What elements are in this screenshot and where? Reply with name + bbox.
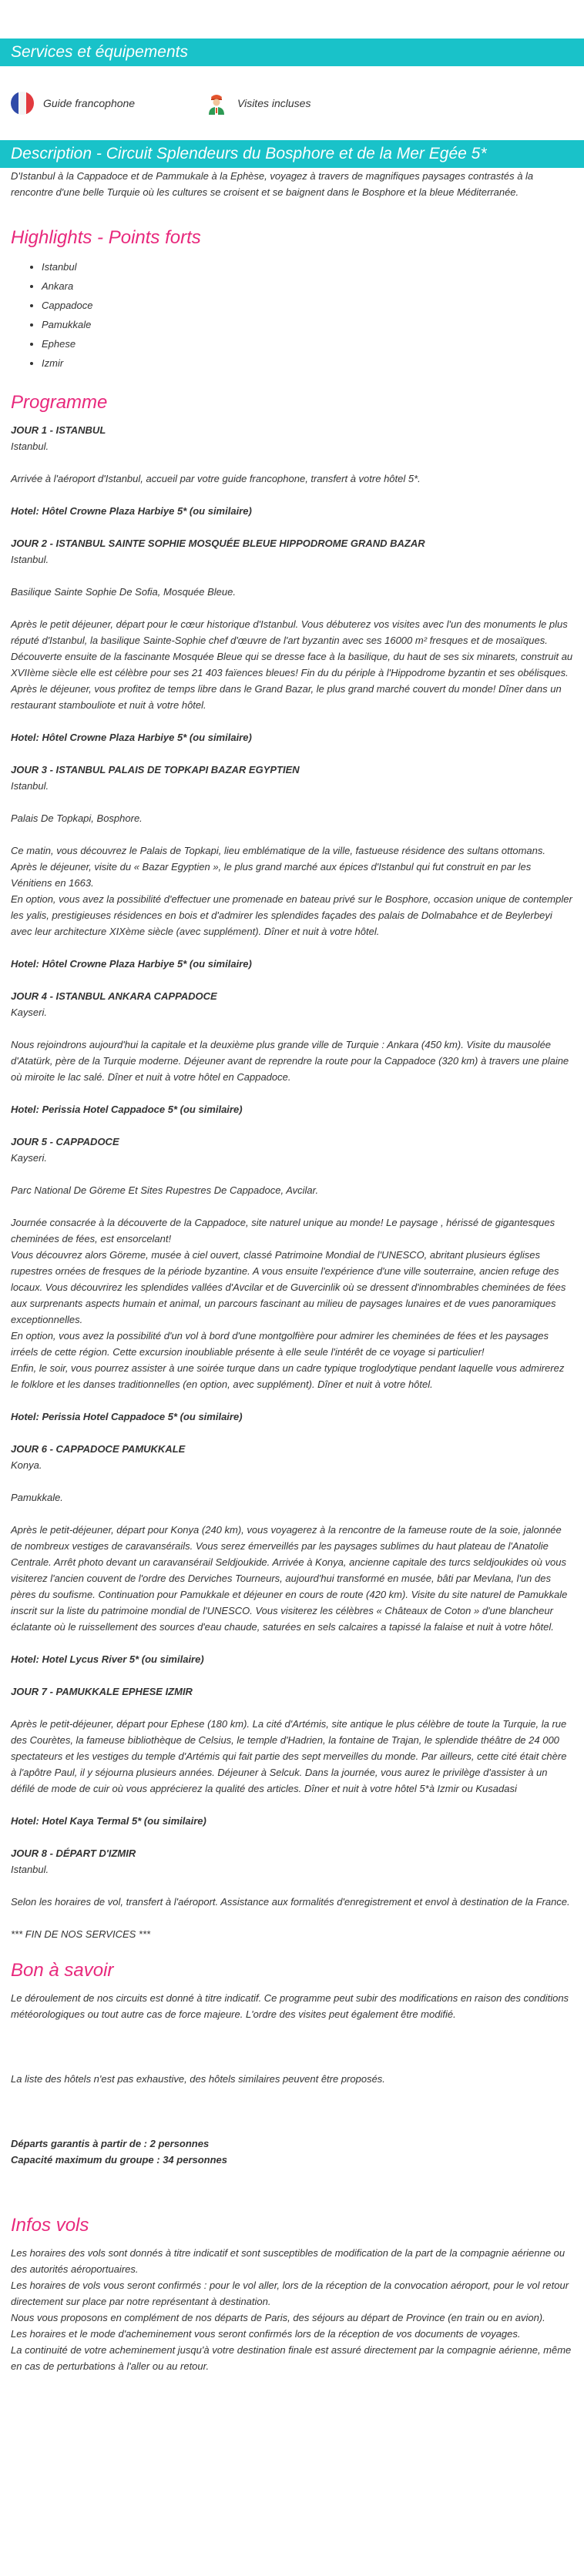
- description-banner: Description - Circuit Splendeurs du Bosphore et de la Mer Egée 5*: [0, 140, 584, 168]
- day-hotel: Hotel: Hotel Lycus River 5* (ou similaire): [11, 1653, 204, 1665]
- service-label: Visites incluses: [237, 96, 311, 109]
- bon-a-savoir-title: Bon à savoir: [11, 1960, 114, 1981]
- services-banner: Services et équipements: [0, 39, 584, 66]
- bon-a-savoir-hotels: La liste des hôtels n'est pas exhaustive, des hôtels similaires peuvent être proposés.: [11, 2073, 385, 2085]
- highlight-item: • Pamukkale: [42, 315, 573, 334]
- highlight-item: • Cappadoce: [42, 296, 573, 315]
- day-title: JOUR 1 - ISTANBUL: [11, 424, 106, 436]
- day-title: JOUR 5 - CAPPADOCE: [11, 1136, 119, 1147]
- day-hotel: Hotel: Hôtel Crowne Plaza Harbiye 5* (ou similaire): [11, 732, 252, 743]
- day-5: [11, 1134, 573, 1425]
- highlights-list: [11, 257, 573, 373]
- day-hotel: Hotel: Hôtel Crowne Plaza Harbiye 5* (ou similaire): [11, 958, 252, 970]
- day-1: [11, 422, 573, 519]
- day-2: [11, 535, 573, 745]
- highlight-item: • Izmir: [42, 353, 573, 373]
- day-place: Istanbul.: [11, 440, 49, 452]
- day-title: JOUR 3 - ISTANBUL PALAIS DE TOPKAPI BAZAR EGYPTIEN: [11, 764, 300, 775]
- bon-a-savoir-text: Le déroulement de nos circuits est donné à titre indicatif. Ce programme peut subir des modifications en raison des conditions météorologiques ou tout autre cas de force majeure. L'ordre des visites peut également être modifié.: [11, 1992, 569, 2020]
- day-hotel: Hotel: Perissia Hotel Cappadoce 5* (ou similaire): [11, 1411, 243, 1422]
- day-place: Kayseri.: [11, 1152, 47, 1164]
- infos-vols-line: Les horaires des vols sont donnés à titre indicatif et sont susceptibles de modification de la part de la compagnie aérienne ou des autorités aéroportuaires.: [11, 2247, 566, 2275]
- day-body: Ce matin, vous découvrez le Palais de Topkapi, lieu emblématique de la ville, fastueuse résidence des sultans ottomans. Après le déjeuner, visite du « Bazar Egyptien », le plus grand marché aux épices d'Istanbul qui fut construit en par les Vénitiens en 1663.: [11, 845, 545, 889]
- day-body: Journée consacrée à la découverte de la Cappadoce, site naturel unique au monde! Le paysage , hérissé de gigantesques cheminées de fées, est ensorcelant!: [11, 1217, 555, 1244]
- day-title: JOUR 2 - ISTANBUL SAINTE SOPHIE MOSQUÉE BLEUE HIPPODROME GRAND BAZAR: [11, 538, 425, 549]
- service-label: Guide francophone: [43, 96, 136, 109]
- day-body: Après le petit-déjeuner, départ pour Ephese (180 km). La cité d'Artémis, site antique le plus célèbre de toute la Turquie, la rue des Courètes, la fameuse bibliothèque de Celsius, le temple d'Hadrien, la fontaine de Trajan, le splendide théâtre de 24 000 spectateurs et les vestiges du temple d'Artémis qui fait partie des sept merveilles du monde. Par ailleurs, cette cité était chère à l'apôtre Paul, il y séjourna plusieurs années. Déjeuner à Selcuk. Dans la journée, vous aurez le privilège d'assister à un défilé de mode de cuir où vous apprécierez la qualité des articles. Dîner et nuit à votre hôtel 5*à Izmir ou Kusadasi: [11, 1718, 567, 1794]
- day-8: [11, 1845, 573, 1910]
- day-6: [11, 1441, 573, 1667]
- day-hotel: Hotel: Perissia Hotel Cappadoce 5* (ou similaire): [11, 1104, 243, 1115]
- main-content: [0, 168, 584, 2374]
- day-body: Après le petit-déjeuner, départ pour Konya (240 km), vous voyagerez à la rencontre de la fameuse route de la soie, jalonnée de nombreux vestiges de caravansérails. Vous serez émerveillés par les paysages sublimes du haut plateau de l'Anatolie Centrale. Arrêt photo devant un caravansérail Seldjoukide. Arrivée à Konya, ancienne capitale des turcs seldjoukides où vous visiterez l'ancien couvent de l'ordre des Derviches Tourneurs, aujourd'hui transformé en musée, bâti par Mevlana, l'un des pères du soufisme. Continuation pour Pamukkale et déjeuner en cours de route (420 km). Visite du site naturel de Pamukkale inscrit sur la liste du patrimoine mondial de l'UNESCO. Vous visiterez les célèbres « Châteaux de Coton » d'une blancheur éclatante où le ruissellement des sources d'eau chaude, saturées en sels calcaires a tapissé la falaise et nuit à votre hôtel.: [11, 1524, 568, 1633]
- day-title: JOUR 6 - CAPPADOCE PAMUKKALE: [11, 1443, 186, 1455]
- services-list: [0, 66, 584, 140]
- infos-vols-title: Infos vols: [11, 2215, 89, 2236]
- service-item-visites: [205, 92, 399, 115]
- day-body: Selon les horaires de vol, transfert à l'aéroport. Assistance aux formalités d'enregistrement et envol à destination de la France.: [11, 1896, 570, 1908]
- infos-vols-line: Les horaires et le mode d'acheminement vous seront confirmés lors de la réception de vos documents de voyages.: [11, 2328, 521, 2340]
- departs-garantis: Départs garantis à partir de : 2 personnes: [11, 2138, 210, 2149]
- day-title: JOUR 7 - PAMUKKALE EPHESE IZMIR: [11, 1686, 193, 1697]
- day-place: Istanbul.: [11, 1864, 49, 1875]
- day-body: Arrivée à l'aéroport d'Istanbul, accueil par votre guide francophone, transfert à votre hôtel 5*.: [11, 473, 421, 484]
- service-item-guide: [11, 92, 205, 115]
- guide-person-icon: [205, 92, 228, 115]
- day-3: [11, 762, 573, 972]
- highlights-title: Highlights - Points forts: [11, 227, 201, 248]
- day-place: Istanbul.: [11, 780, 49, 792]
- day-body: Après le petit déjeuner, départ pour le cœur historique d'Istanbul. Vous débuterez vos visites avec l'un des monuments le plus réputé d'Istanbul, la basilique Sainte-Sophie chef d'œuvre de l'art byzantin avec ses 16000 m² fresques et de mosaïques. Découverte ensuite de la fascinante Mosquée Bleue qui se dresse face à la basilique, du haut de ses six minarets, construit au XVIIème siècle elle est célèbre pour ses 21 403 faïences bleues! Fin du du périple à l'Hippodrome byzantin et ses obélisques. Après le déjeuner, vous profitez de temps libre dans le Grand Bazar, le plus grand marché couvert du monde! Dîner dans un restaurant stambouliote et nuit à votre hôtel.: [11, 618, 573, 711]
- capacite-maximum: Capacité maximum du groupe : 34 personnes: [11, 2154, 228, 2166]
- day-sites: Palais De Topkapi, Bosphore.: [11, 812, 143, 824]
- day-hotel: Hotel: Hotel Kaya Termal 5* (ou similaire): [11, 1815, 206, 1827]
- day-4: [11, 988, 573, 1117]
- day-place: Kayseri.: [11, 1007, 47, 1018]
- highlight-item: • Ankara: [42, 276, 573, 296]
- day-place: Istanbul.: [11, 554, 49, 565]
- day-title: JOUR 8 - DÉPART D'IZMIR: [11, 1847, 136, 1859]
- programme-title: Programme: [11, 392, 108, 413]
- day-body: En option, vous avez la possibilité d'un vol à bord d'une montgolfière pour admirer les cheminées de fées et les paysages irréels de cette région. Cette excursion inoubliable présente à elle seule l'intérêt de ce voyage si particulier!: [11, 1330, 549, 1358]
- end-note: *** FIN DE NOS SERVICES ***: [11, 1928, 151, 1940]
- day-body: En option, vous avez la possibilité d'effectuer une promenade en bateau privé sur le Bosphore, occasion unique de contempler les yalis, prestigieuses résidences en bois et d'admirer les splendides façades des palais de Dolmabahce et de Beylerbeyi avec leur architecture XIXème siècle (avec supplément). Dîner et nuit à votre hôtel.: [11, 893, 572, 937]
- day-body: Nous rejoindrons aujourd'hui la capitale et la deuxième plus grande ville de Turquie : Ankara (450 km). Visite du mausolée d'Atatürk, père de la Turquie moderne. Déjeuner avant de reprendre la route pour la Cappadoce (320 km) à travers une plaine où miroite le lac salé. Dîner et nuit à votre hôtel en Cappadoce.: [11, 1039, 569, 1083]
- highlight-item: • Istanbul: [42, 257, 573, 276]
- day-sites: Basilique Sainte Sophie De Sofia, Mosquée Bleue.: [11, 586, 236, 598]
- infos-vols-line: La continuité de votre acheminement jusqu'à votre destination finale est assuré directement par la compagnie aérienne, même en cas de perturbations à l'aller ou au retour.: [11, 2344, 572, 2372]
- day-body: Enfin, le soir, vous pourrez assister à une soirée turque dans un cadre typique troglodytique pendant laquelle vous admirerez le folklore et les danses traditionnelles (en option, avec supplément). Dîner et nuit à votre hôtel.: [11, 1362, 565, 1390]
- infos-vols-line: Nous vous proposons en complément de nos départs de Paris, des séjours au départ de Province (en train ou en avion).: [11, 2312, 545, 2323]
- day-sites: Pamukkale.: [11, 1492, 63, 1503]
- day-hotel: Hotel: Hôtel Crowne Plaza Harbiye 5* (ou similaire): [11, 505, 252, 517]
- day-sites: Parc National De Göreme Et Sites Rupestres De Cappadoce, Avcilar.: [11, 1184, 319, 1196]
- highlight-item: • Ephese: [42, 334, 573, 353]
- description-intro: D'Istanbul à la Cappadoce et de Pammukale à la Ephèse, voyagez à travers de magnifiques paysages contrastés à la rencontre d'une belle Turquie où les cultures se croisent et se baignent dans le Bosphore et la bleue Méditerranée.: [11, 170, 534, 198]
- day-place: Konya.: [11, 1459, 42, 1471]
- infos-vols-line: Les horaires de vols vous seront confirmés : pour le vol aller, lors de la réception de la convocation aéroport, pour le vol retour directement sur place par notre représentant à destination.: [11, 2280, 569, 2307]
- france-flag-icon: [11, 92, 34, 115]
- day-title: JOUR 4 - ISTANBUL ANKARA CAPPADOCE: [11, 990, 217, 1002]
- day-body: Vous découvrez alors Göreme, musée à ciel ouvert, classé Patrimoine Mondial de l'UNESCO, abritant plusieurs églises rupestres ornées de fresques de la période byzantine. A vous ensuite l'expérience d'une ville souterraine, ancien refuge des locaux. Vous découvrirez les splendides vallées d'Avcilar et de Guvercinlik où se dressent d'innombrables cheminées de fées aux surprenants aspects humain et animal, un parcours fascinant au milieu de paysages lunaires et de vues panoramiques exceptionnelles.: [11, 1249, 566, 1325]
- day-7: [11, 1683, 573, 1829]
